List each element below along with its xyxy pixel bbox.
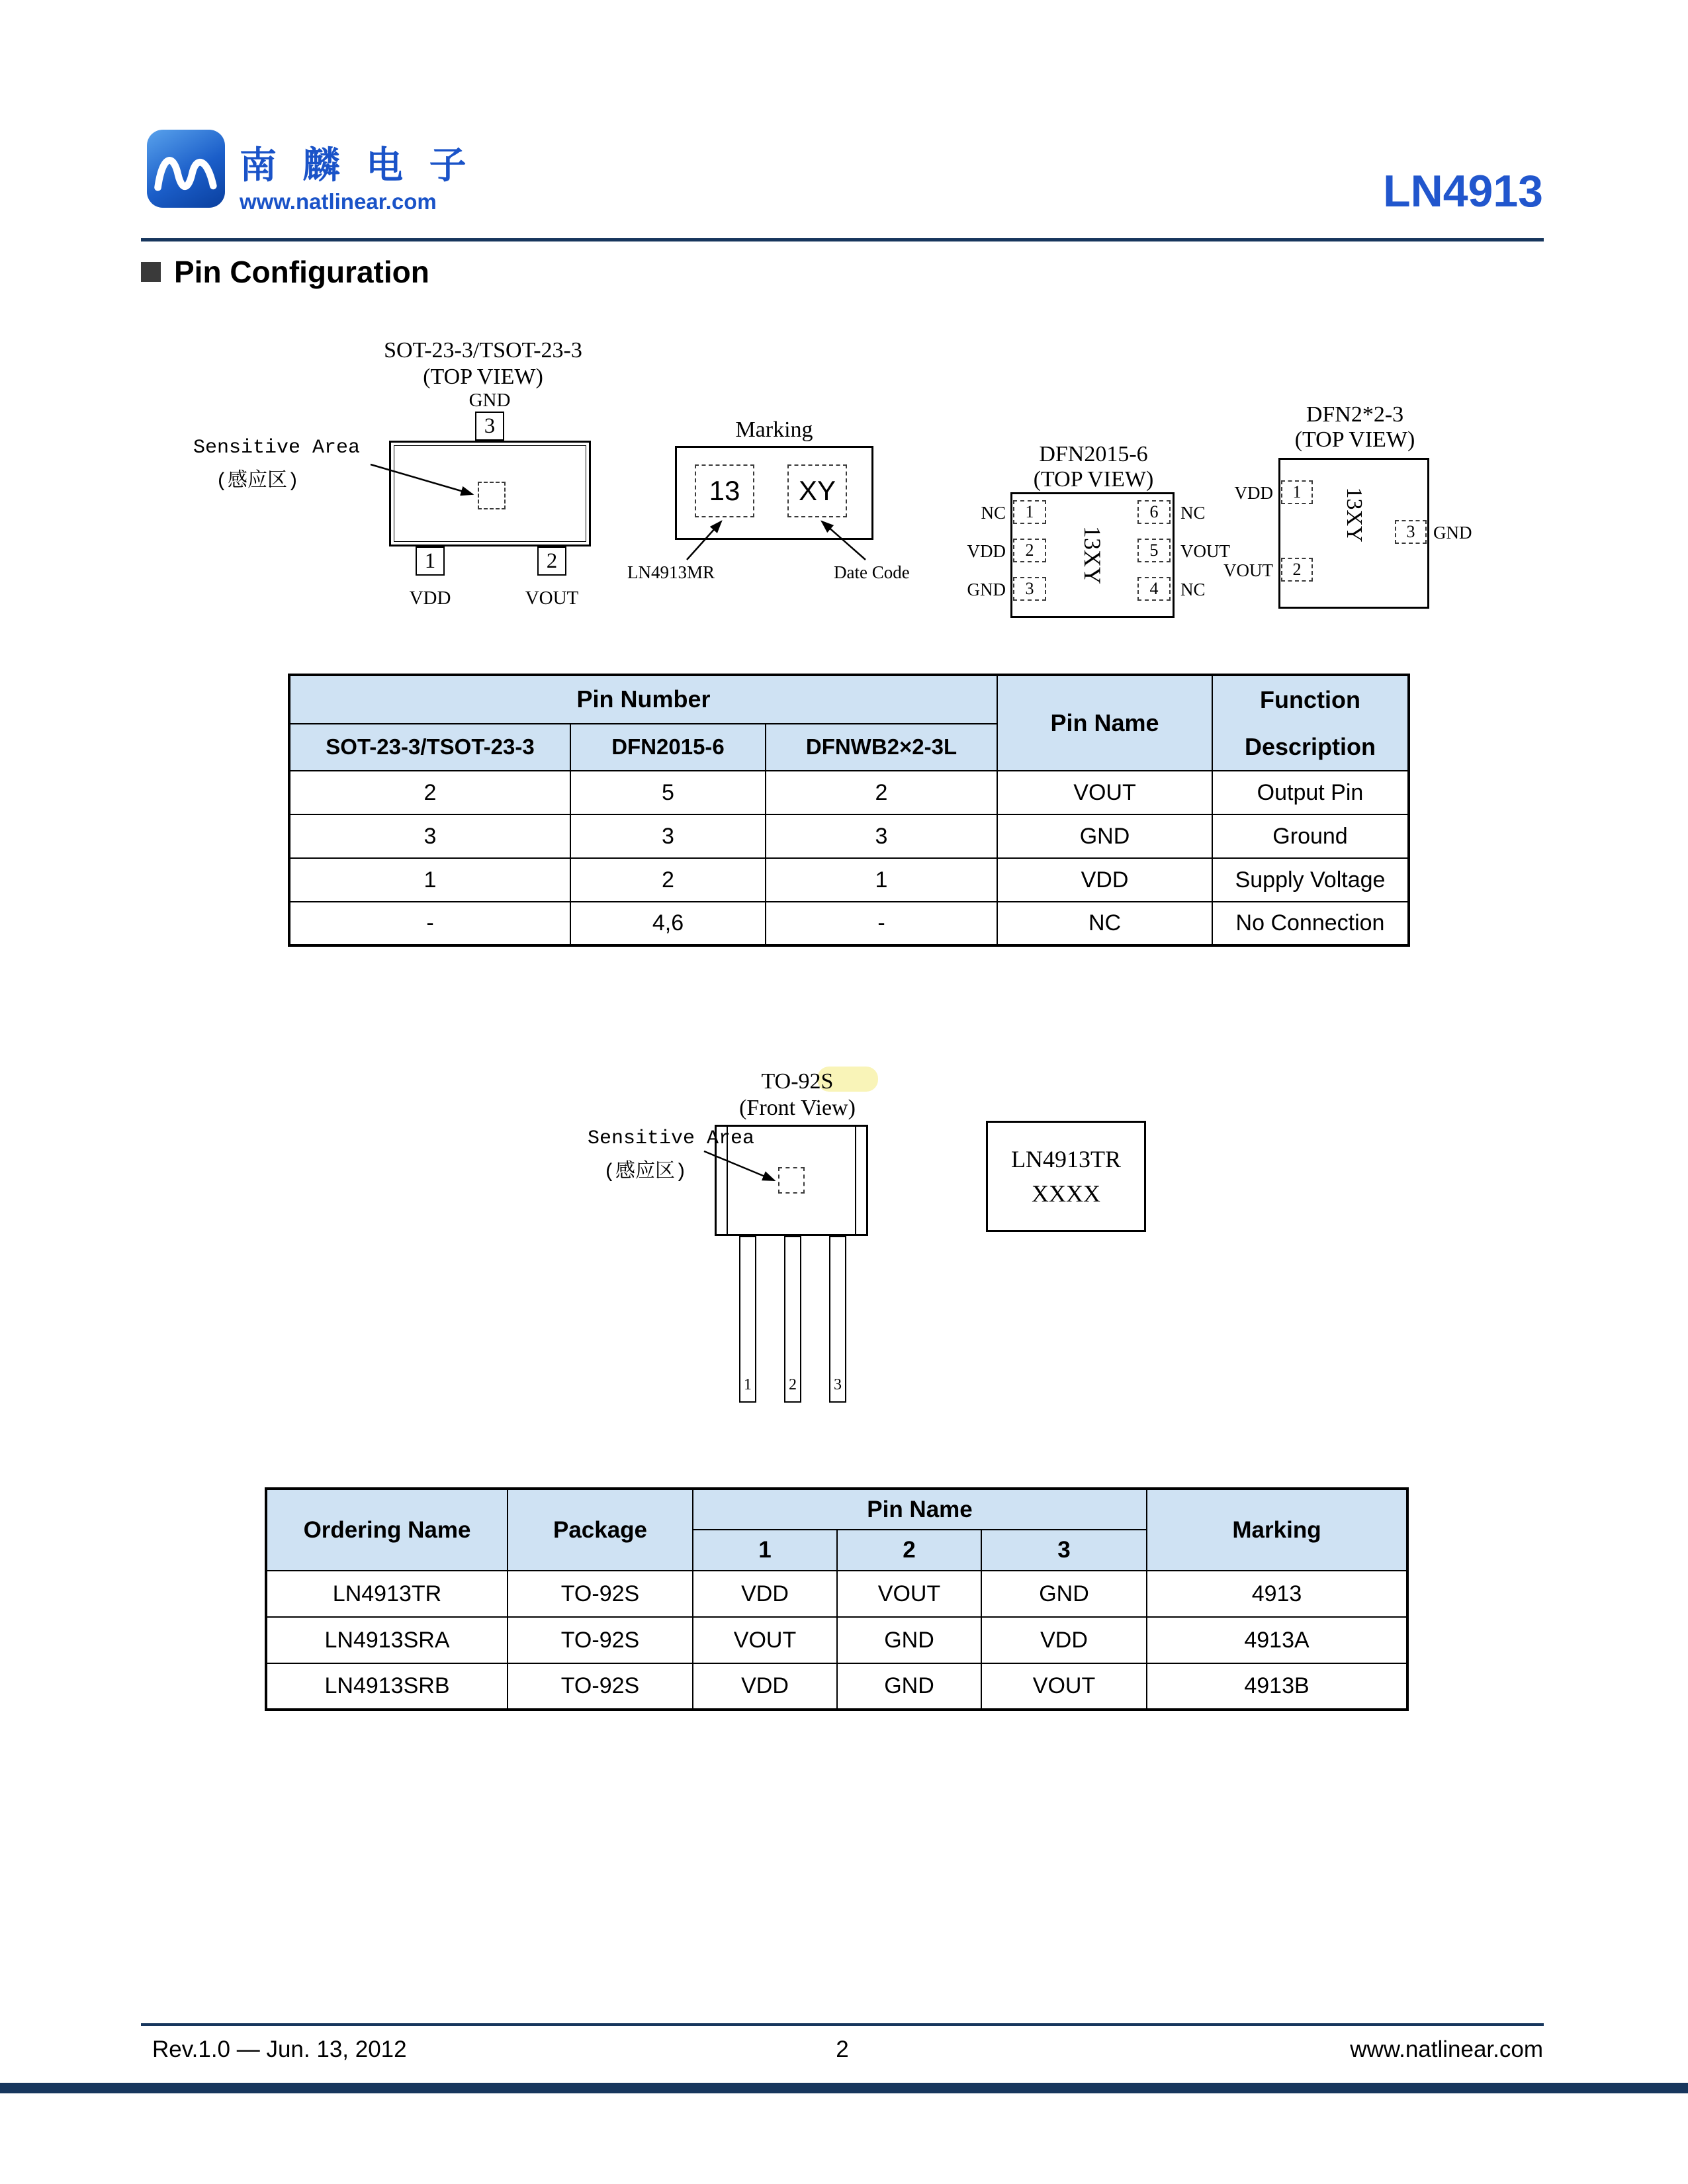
footer-page-number: 2: [836, 2036, 849, 2062]
dfn223-pin1-label: VDD: [1234, 483, 1273, 503]
cell: 4,6: [570, 902, 766, 945]
dfn223-pin3-label: GND: [1433, 523, 1472, 543]
dfn223-pin2: 2: [1281, 558, 1313, 582]
section-heading: [141, 254, 429, 290]
dfn2015-pin6-label: NC: [1180, 503, 1206, 523]
cell: VOUT: [997, 771, 1212, 814]
pin-col-1-header: 1: [693, 1530, 837, 1571]
function-header: [1212, 675, 1409, 771]
dfn2015-pin3: 3: [1013, 577, 1046, 601]
cell: 3: [766, 814, 997, 858]
pin-table: [288, 674, 1410, 947]
table-row: [289, 771, 1409, 814]
pin-col-2-header: 2: [837, 1530, 981, 1571]
to92s-title: TO-92S: [761, 1069, 834, 1094]
cell: 2: [766, 771, 997, 814]
cell: VOUT: [693, 1617, 837, 1663]
pin-number-header: Pin Number: [289, 675, 997, 724]
cell: 5: [570, 771, 766, 814]
table-row: [266, 1617, 1407, 1663]
sot-sensitive-area-box: [478, 482, 506, 509]
cell: Ground: [1212, 814, 1409, 858]
marking-title: Marking: [735, 417, 813, 442]
cell: 4913A: [1147, 1617, 1407, 1663]
marking-header: Marking: [1147, 1489, 1407, 1571]
to92s-body-line-right: [855, 1125, 856, 1236]
function-header-line2: Description: [1244, 732, 1376, 760]
cell: 1: [766, 858, 997, 902]
to92s-leg3-number: 3: [834, 1376, 842, 1393]
cell: 1: [289, 858, 570, 902]
cell: VOUT: [837, 1571, 981, 1617]
cell: GND: [997, 814, 1212, 858]
cell: 4913: [1147, 1571, 1407, 1617]
dfn2015-title: DFN2015-6: [1039, 442, 1148, 466]
package-header: Package: [508, 1489, 693, 1571]
company-logo: [147, 130, 225, 208]
pkg-header-dfn2015: DFN2015-6: [570, 724, 766, 771]
sot-sensitive-area-text-cn: (感应区): [216, 470, 300, 493]
pin-name-header: Pin Name: [997, 675, 1212, 771]
footer-rule: [141, 2023, 1544, 2026]
dfn223-pin3: 3: [1395, 520, 1427, 544]
to92s-marking-line1: LN4913TR: [1011, 1146, 1121, 1172]
cell: TO-92S: [508, 1617, 693, 1663]
sot-subtitle: (TOP VIEW): [423, 365, 543, 389]
cell: VDD: [693, 1663, 837, 1710]
pkg-header-sot: SOT-23-3/TSOT-23-3: [289, 724, 570, 771]
cell: GND: [837, 1663, 981, 1710]
table-row: [266, 1663, 1407, 1710]
dfn2015-pin2: 2: [1013, 539, 1046, 562]
sot-vdd-label: VDD: [409, 588, 451, 609]
pkg-header-dfnwb: DFNWB2×2-3L: [766, 724, 997, 771]
table-row: [289, 814, 1409, 858]
dfn2015-pin1-label: NC: [981, 503, 1006, 523]
dfn223-marking-code: 13XY: [1342, 487, 1366, 543]
table-row: [289, 858, 1409, 902]
ordering-name-header: Ordering Name: [266, 1489, 508, 1571]
cell: TO-92S: [508, 1571, 693, 1617]
header-rule: [141, 238, 1544, 241]
to92s-sensitive-area-text-cn: (感应区): [603, 1161, 688, 1184]
marking-code-left: 13: [695, 464, 754, 517]
cell: LN4913SRB: [266, 1663, 508, 1710]
section-title: Pin Configuration: [174, 255, 429, 289]
dfn223-pin2-label: VOUT: [1223, 560, 1273, 580]
cell: TO-92S: [508, 1663, 693, 1710]
footer-website: www.natlinear.com: [1350, 2036, 1543, 2062]
cell: LN4913SRA: [266, 1617, 508, 1663]
to92s-leg1-number: 1: [744, 1376, 752, 1393]
cell: -: [766, 902, 997, 945]
ordering-table: [265, 1487, 1409, 1711]
sot-gnd-label: GND: [468, 390, 511, 411]
dfn2015-marking-code: 13XY: [1079, 526, 1106, 584]
cell: LN4913TR: [266, 1571, 508, 1617]
cell: VDD: [981, 1617, 1147, 1663]
cell: NC: [997, 902, 1212, 945]
dfn223-title: DFN2*2-3: [1306, 402, 1404, 427]
cell: 2: [570, 858, 766, 902]
footer-bar: [0, 2083, 1688, 2093]
dfn2015-pin3-label: GND: [967, 580, 1006, 599]
dfn2015-pin6: 6: [1137, 500, 1171, 524]
dfn2015-pin5: 5: [1137, 539, 1171, 562]
sot-pin1: 1: [416, 546, 445, 576]
sot-pin2: 2: [537, 546, 566, 576]
to92s-sensitive-area-text-en: Sensitive Area: [588, 1127, 755, 1150]
function-header-wrap: [1213, 676, 1407, 770]
table-row: [289, 902, 1409, 945]
cell: Supply Voltage: [1212, 858, 1409, 902]
cell: VDD: [693, 1571, 837, 1617]
dfn2015-subtitle: (TOP VIEW): [1033, 467, 1154, 492]
marking-code-right: XY: [787, 464, 847, 517]
dfn2015-pin1: 1: [1013, 500, 1046, 524]
cell: VOUT: [981, 1663, 1147, 1710]
dfn2015-pin4: 4: [1137, 577, 1171, 601]
cell: Output Pin: [1212, 771, 1409, 814]
cell: 3: [570, 814, 766, 858]
to92s-sensitive-area-box: [778, 1167, 805, 1194]
company-name: 南 麟 电 子: [240, 144, 474, 186]
sot-title: SOT-23-3/TSOT-23-3: [384, 338, 582, 363]
cell: -: [289, 902, 570, 945]
dfn223-subtitle: (TOP VIEW): [1294, 427, 1415, 452]
pin-table-header-row-1: [289, 675, 1409, 724]
pin-col-3-header: 3: [981, 1530, 1147, 1571]
cell: 4913B: [1147, 1663, 1407, 1710]
dfn2015-pin5-label: VOUT: [1180, 541, 1230, 561]
cell: VDD: [997, 858, 1212, 902]
sot-pin3: 3: [475, 412, 504, 441]
cell: 2: [289, 771, 570, 814]
cell: GND: [981, 1571, 1147, 1617]
to92s-leg2-number: 2: [789, 1376, 797, 1393]
footer-revision: Rev.1.0 — Jun. 13, 2012: [152, 2036, 407, 2062]
ordering-pin-name-header: Pin Name: [693, 1489, 1147, 1530]
marking-caption-right: Date Code: [834, 562, 910, 582]
to92s-subtitle: (Front View): [739, 1096, 856, 1120]
sot-sensitive-area-text-en: Sensitive Area: [193, 437, 361, 459]
cell: No Connection: [1212, 902, 1409, 945]
sot-vout-label: VOUT: [525, 588, 579, 609]
function-header-line1: Function: [1260, 685, 1360, 713]
marking-caption-left: LN4913MR: [627, 562, 715, 582]
table-row: [266, 1571, 1407, 1617]
dfn2015-pin2-label: VDD: [967, 541, 1006, 561]
cell: 3: [289, 814, 570, 858]
logo-wave-icon: [147, 130, 225, 208]
part-number: LN4913: [1383, 166, 1543, 216]
ordering-table-header-row-1: [266, 1489, 1407, 1530]
to92s-marking-line2: XXXX: [1032, 1180, 1100, 1207]
to92s-marking-box: [986, 1121, 1146, 1232]
dfn2015-pin4-label: NC: [1180, 580, 1206, 599]
dfn223-pin1: 1: [1281, 480, 1313, 504]
section-bullet-icon: [141, 262, 161, 282]
cell: GND: [837, 1617, 981, 1663]
company-website: www.natlinear.com: [240, 189, 437, 214]
